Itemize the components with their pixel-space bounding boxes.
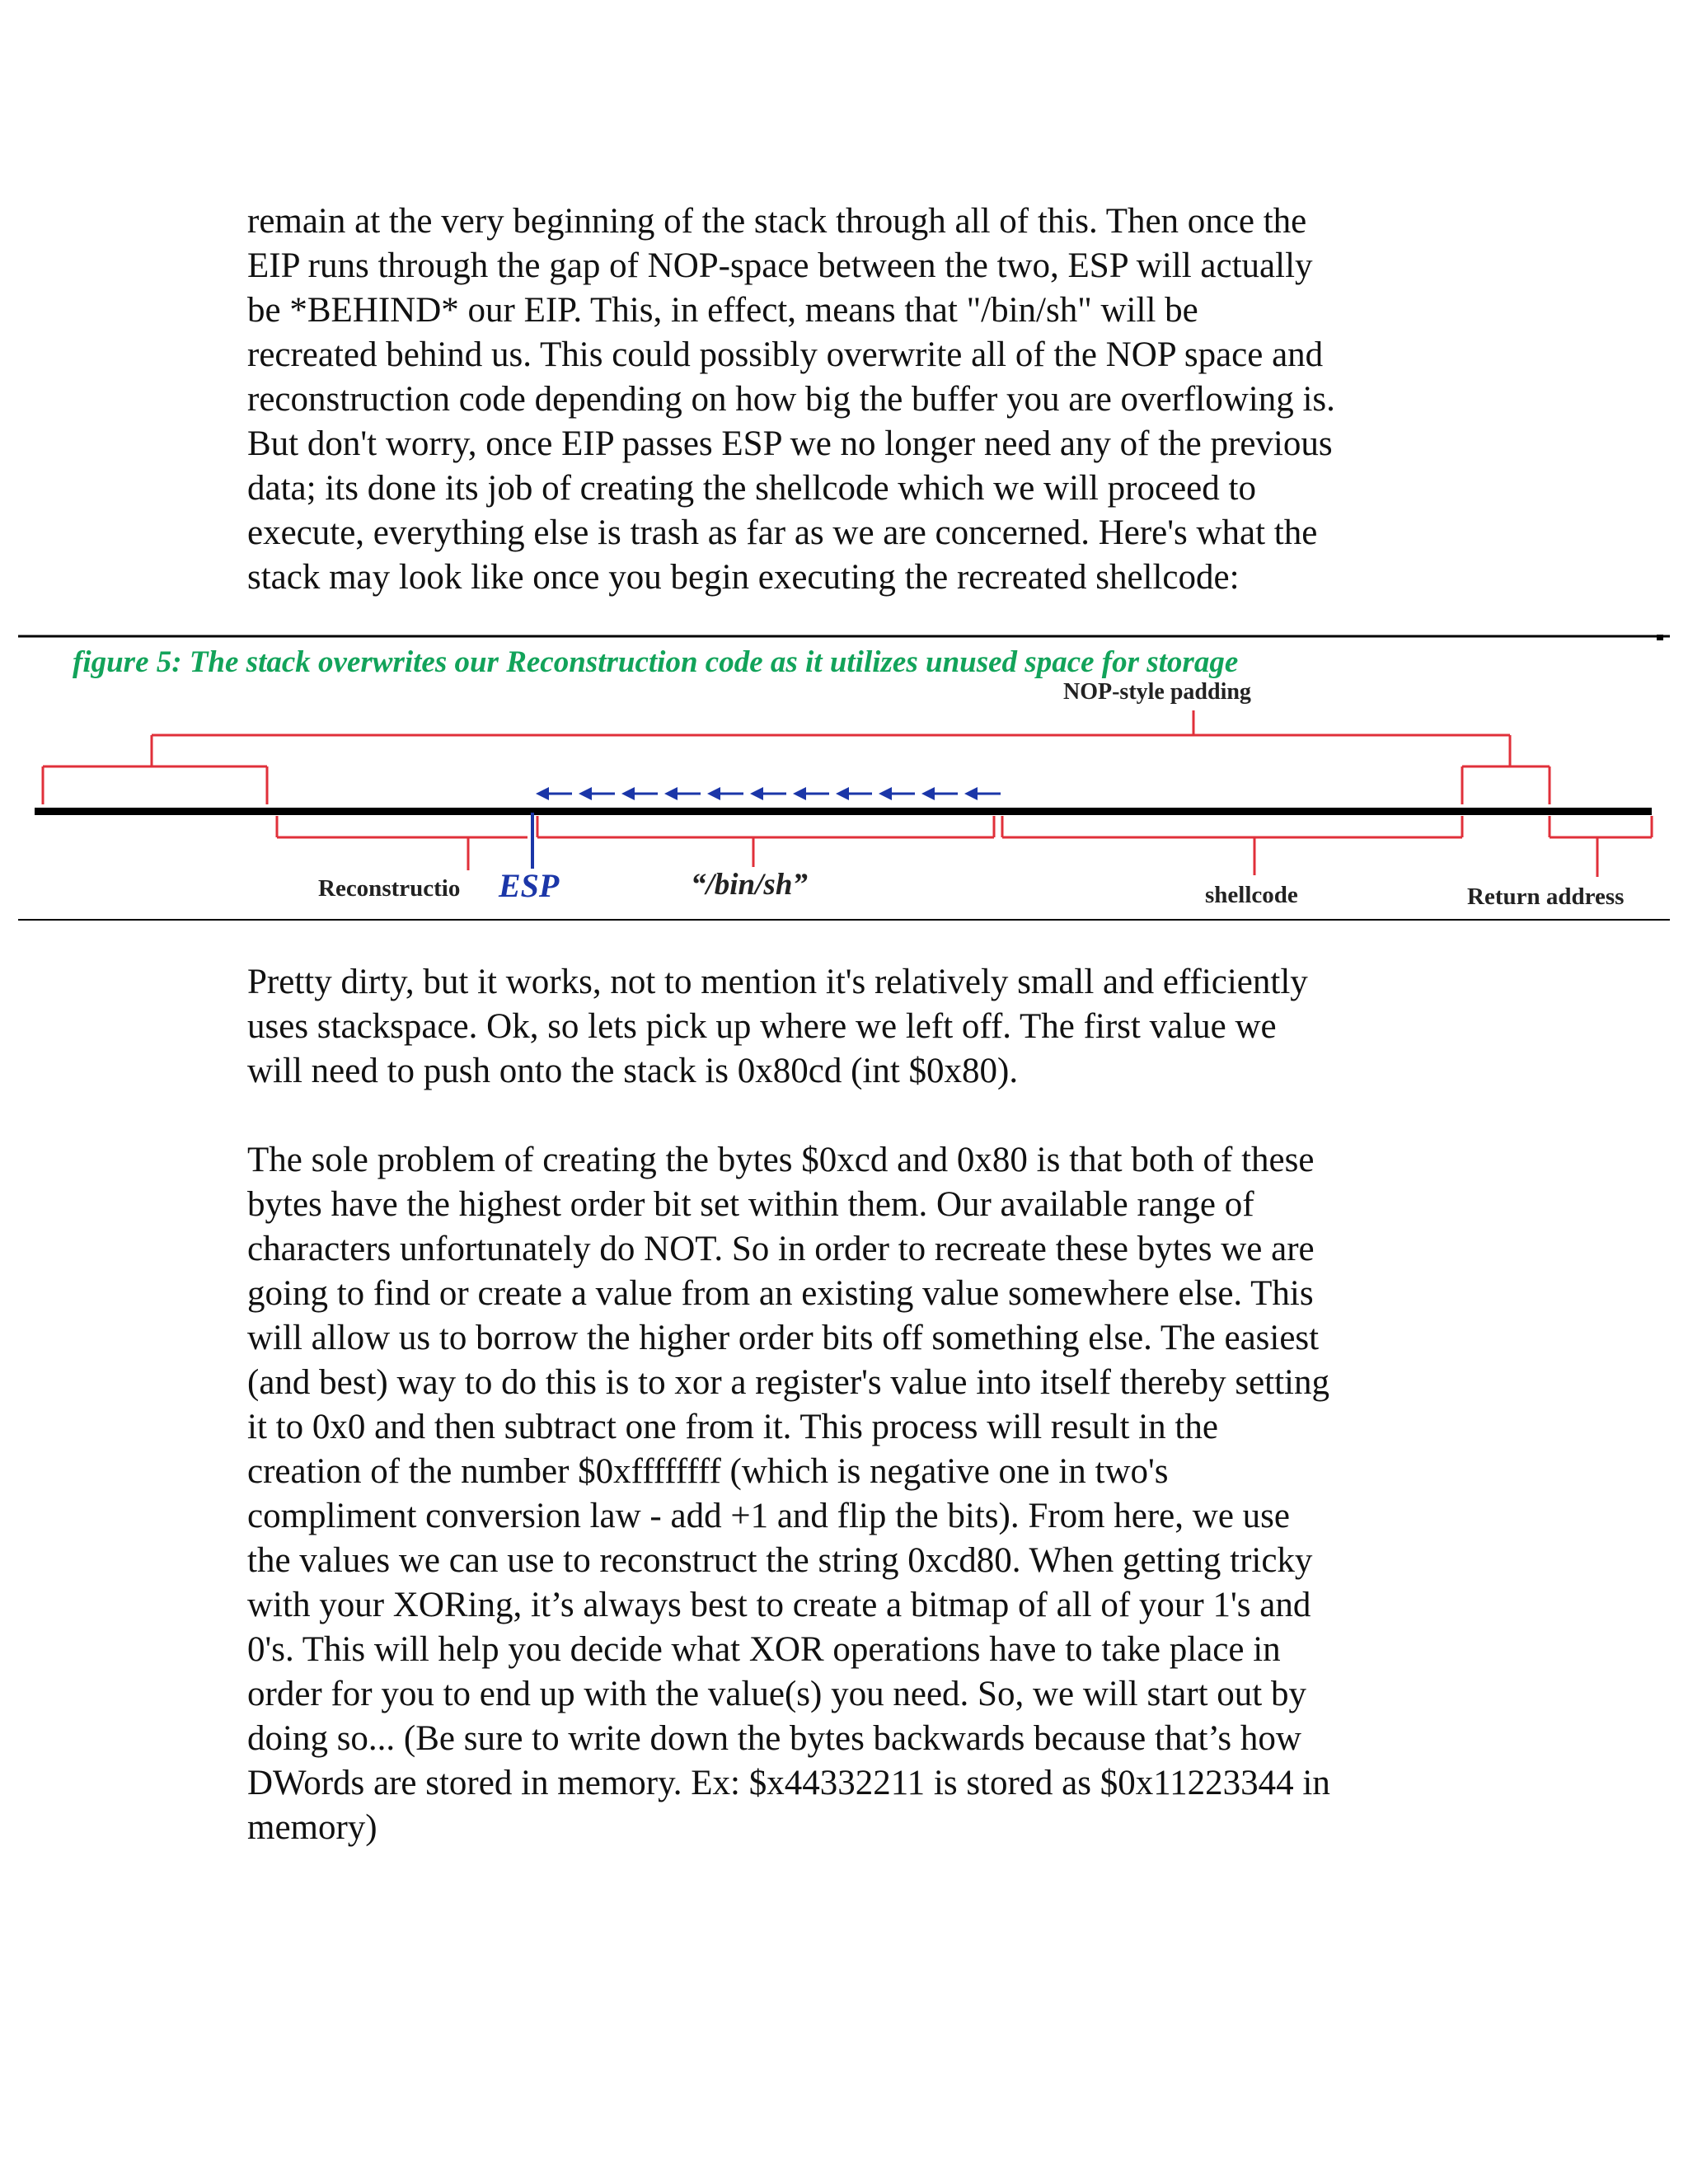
text-line: DWords are stored in memory. Ex: $x44332211 is stored as $0x11223344 in: [247, 1764, 1330, 1802]
left-arrow-icon: [664, 787, 701, 800]
left-arrow-icon: [621, 787, 658, 800]
label-shellcode: shellcode: [1205, 882, 1298, 908]
text-line: doing so... (Be sure to write down the bytes backwards because that’s how: [247, 1719, 1301, 1758]
text-line: remain at the very beginning of the stack through all of this. Then once the: [247, 202, 1307, 241]
left-arrow-icon: [921, 787, 958, 800]
text-line: 0's. This will help you decide what XOR operations have to take place in: [247, 1630, 1281, 1669]
figure-caption: figure 5: The stack overwrites our Reconstruction code as it utilizes unused space for storage: [73, 645, 1239, 679]
text-line: it to 0x0 and then subtract one from it. This process will result in the: [247, 1408, 1218, 1446]
paragraph-push-value: [247, 960, 1451, 1094]
left-arrow-icon: [964, 787, 1001, 800]
text-line: uses stackspace. Ok, so lets pick up where we left off. The first value we: [247, 1007, 1277, 1046]
text-line: compliment conversion law - add +1 and flip the bits). From here, we use: [247, 1497, 1290, 1535]
nop-end-bracket: [1462, 766, 1550, 804]
stack-line: [35, 808, 1652, 815]
left-arrow-icon: [579, 787, 615, 800]
stack-diagram-figure: [18, 635, 1670, 921]
left-arrow-icon: [879, 787, 915, 800]
text-line: stack may look like once you begin executing the recreated shellcode:: [247, 558, 1240, 597]
text-line: reconstruction code depending on how big the buffer you are overflowing is.: [247, 380, 1335, 419]
paragraph-stack-behavior: [247, 199, 1451, 600]
text-line: memory): [247, 1808, 377, 1847]
left-arrow-icon: [536, 787, 572, 800]
label-binsh: “/bin/sh”: [691, 868, 808, 902]
shellcode-bracket: [1002, 816, 1462, 875]
text-line: be *BEHIND* our EIP. This, in effect, means that "/bin/sh" will be: [247, 291, 1198, 330]
text-line: The sole problem of creating the bytes $0xcd and 0x80 is that both of these: [247, 1141, 1315, 1179]
binsh-bracket: [537, 816, 994, 867]
figure-corner-mark: [1657, 635, 1663, 640]
text-line: order for you to end up with the value(s) you need. So, we will start out by: [247, 1675, 1306, 1713]
label-nop-padding: NOP-style padding: [1063, 679, 1251, 705]
text-line: going to find or create a value from an existing value somewhere else. This: [247, 1274, 1314, 1313]
label-reconstruction: Reconstructio: [318, 875, 461, 902]
left-arrow-icon: [793, 787, 829, 800]
reconstruction-bracket: [277, 816, 528, 870]
text-line: the values we can use to reconstruct the string 0xcd80. When getting tricky: [247, 1541, 1313, 1580]
return-address-bracket: [1550, 816, 1652, 877]
paragraph-xor-explanation: [247, 1138, 1451, 1850]
label-return-address: Return address: [1467, 883, 1625, 910]
text-line: Pretty dirty, but it works, not to mention it's relatively small and efficiently: [247, 963, 1308, 1001]
text-line: recreated behind us. This could possibly overwrite all of the NOP space and: [247, 335, 1324, 374]
text-line: bytes have the highest order bit set within them. Our available range of: [247, 1185, 1254, 1224]
text-line: creation of the number $0xffffffff (which is negative one in two's: [247, 1452, 1169, 1491]
text-line: (and best) way to do this is to xor a register's value into itself thereby setting: [247, 1363, 1329, 1402]
left-arrow-icon: [707, 787, 743, 800]
text-line: execute, everything else is trash as far as we are concerned. Here's what the: [247, 513, 1318, 552]
stack-start-bracket: [43, 766, 267, 804]
text-line: will need to push onto the stack is 0x80cd (int $0x80).: [247, 1052, 1019, 1090]
text-line: characters unfortunately do NOT. So in order to recreate these bytes we are: [247, 1230, 1315, 1268]
text-line: EIP runs through the gap of NOP-space between the two, ESP will actually: [247, 246, 1313, 285]
text-line: with your XORing, it’s always best to create a bitmap of all of your 1's and: [247, 1586, 1311, 1624]
left-arrow-icon: [750, 787, 786, 800]
esp-direction-arrows: [536, 787, 1001, 800]
left-arrow-icon: [836, 787, 872, 800]
text-line: data; its done its job of creating the shellcode which we will proceed to: [247, 469, 1256, 508]
label-esp: ESP: [499, 867, 560, 904]
text-line: will allow us to borrow the higher order bits off something else. The easiest: [247, 1319, 1320, 1357]
text-line: But don't worry, once EIP passes ESP we no longer need any of the previous: [247, 424, 1333, 463]
nop-padding-bracket: [152, 710, 1510, 766]
